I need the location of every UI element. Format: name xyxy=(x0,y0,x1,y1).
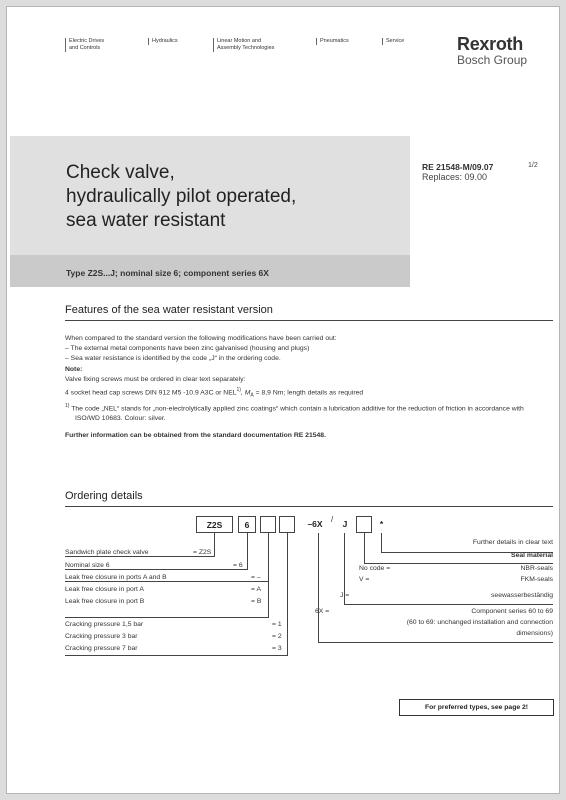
code-leak-a: = A xyxy=(251,586,262,593)
nav-label: Assembly Technologies xyxy=(217,45,275,51)
connector-line xyxy=(268,533,269,618)
document-number: RE 21548-M/09.07 xyxy=(422,162,494,172)
brand-group: Bosch Group xyxy=(457,53,528,67)
section-rule xyxy=(65,506,553,507)
label-further-details: Further details in clear text xyxy=(472,539,553,546)
footnote-ref: 1) xyxy=(236,387,241,394)
features-heading: Features of the sea water resistant version xyxy=(65,304,273,316)
label-crack-3: Cracking pressure 3 bar xyxy=(65,633,138,640)
label-component-series: Component series 60 to 69 xyxy=(471,608,553,615)
page-number: 1/2 xyxy=(528,162,538,169)
code-j-label: J = xyxy=(340,592,350,599)
nav-label: Linear Motion and xyxy=(217,38,262,44)
code-leak-b: = B xyxy=(251,598,262,605)
seal-heading: Seal material xyxy=(511,552,553,559)
brand-logo: Rexroth xyxy=(457,34,523,54)
connector-line xyxy=(344,604,553,605)
label-fkm-seals: FKM-seals xyxy=(520,576,553,583)
nav-label: and Controls xyxy=(69,45,101,51)
code-crack-1: = 1 xyxy=(272,621,282,628)
label-nominal: Nominal size 6 xyxy=(65,562,110,569)
code-crack-3: = 2 xyxy=(272,633,282,640)
title-line: hydraulically pilot operated, xyxy=(66,186,297,207)
code-series: –6X xyxy=(307,519,323,529)
paragraph: When compared to the standard version the following modifications have been carried out: xyxy=(65,335,337,342)
code-leak-ab: = – xyxy=(251,574,261,581)
title-block xyxy=(10,136,410,287)
nav-label: Service xyxy=(386,38,405,44)
footnote xyxy=(65,401,535,425)
label-leak-a: Leak free closure in port A xyxy=(65,586,144,593)
label-sandwich: Sandwich plate check valve xyxy=(65,549,149,556)
further-info: Further information can be obtained from the standard documentation RE 21548. xyxy=(65,431,326,439)
footnote-text: The code „NEL“ stands for „non-electrolytically applied zinc coatings“ which contain a lubrication additive for the reduction of friction in accordance with ISO/WD 10683. Colour: silver. xyxy=(71,405,524,423)
nav-hydraulics[interactable] xyxy=(148,38,178,45)
ordering-heading: Ordering details xyxy=(65,490,143,502)
label-series-note: dimensions) xyxy=(516,630,553,637)
label-series-note: (60 to 69: unchanged installation and connection xyxy=(406,619,553,626)
code-box-size: 6 xyxy=(238,516,256,533)
nav-label: Pneumatics xyxy=(320,38,349,44)
subscript: A xyxy=(250,392,254,399)
note-line: Valve fixing screws must be ordered in clear text separately: xyxy=(65,375,246,383)
label-nbr-seals: NBR-seals xyxy=(520,565,553,572)
note-text: 4 socket head cap screws DIN 912 M5 -10.9 A3C or NEL xyxy=(65,389,237,397)
type-subtitle: Type Z2S...J; nominal size 6; component series 6X xyxy=(66,268,269,278)
code-box-seal xyxy=(356,516,372,533)
page-title xyxy=(66,161,296,233)
title-line: sea water resistant xyxy=(66,210,226,231)
replaces-note: Replaces: 09.00 xyxy=(422,172,488,182)
connector-line xyxy=(287,533,288,656)
note-text: = 8,9 Nm; length details as required xyxy=(253,389,364,397)
code-box-leak xyxy=(260,516,276,533)
connector-line xyxy=(214,533,215,557)
code-j: J xyxy=(342,519,348,529)
connector-line xyxy=(65,617,269,618)
bullet-item: – Sea water resistance is identified by the code „J“ in the ordering code. xyxy=(65,355,281,363)
code-asterisk: * xyxy=(379,519,384,529)
code-box-z2s: Z2S xyxy=(196,516,233,533)
nav-service[interactable] xyxy=(382,38,404,45)
connector-line xyxy=(247,533,248,570)
footnote-mark: 1) xyxy=(65,402,70,409)
code-slash: / xyxy=(331,515,334,524)
features-body xyxy=(65,334,535,441)
connector-line xyxy=(381,533,382,553)
connector-line xyxy=(364,533,365,564)
code-nominal: = 6 xyxy=(233,562,243,569)
connector-line xyxy=(318,642,553,643)
code-v: V = xyxy=(359,576,370,583)
section-rule xyxy=(65,320,553,321)
title-line: Check valve, xyxy=(66,162,175,183)
code-box-pressure xyxy=(279,516,295,533)
connector-line xyxy=(318,533,319,643)
label-seewasser: seewasserbeständig xyxy=(491,592,553,599)
connector-line xyxy=(65,655,288,656)
label-crack-1: Cracking pressure 1,5 bar xyxy=(65,621,144,628)
code-no-code: No code = xyxy=(359,565,391,572)
note-text: , M xyxy=(240,389,251,397)
label-crack-7: Cracking pressure 7 bar xyxy=(65,645,138,652)
nav-label: Hydraulics xyxy=(152,38,178,44)
note-line xyxy=(65,385,535,401)
code-6x: 6X = xyxy=(315,608,330,615)
note-label: Note: xyxy=(65,365,83,373)
nav-linear-motion[interactable] xyxy=(213,38,274,52)
bullet-item: – The external metal components have been zinc galvanised (housing and plugs) xyxy=(65,345,310,353)
label-leak-b: Leak free closure in port B xyxy=(65,598,145,605)
datasheet-page xyxy=(6,6,560,794)
code-crack-7: = 3 xyxy=(272,645,282,652)
nav-electric-drives[interactable] xyxy=(65,38,104,52)
preferred-types-note: For preferred types, see page 2! xyxy=(399,699,554,716)
nav-label: Electric Drives xyxy=(69,38,105,44)
subtitle-band xyxy=(10,255,410,287)
code-sandwich: = Z2S xyxy=(193,549,212,556)
label-leak-ab: Leak free closure in ports A and B xyxy=(65,574,167,581)
nav-pneumatics[interactable] xyxy=(316,38,349,45)
